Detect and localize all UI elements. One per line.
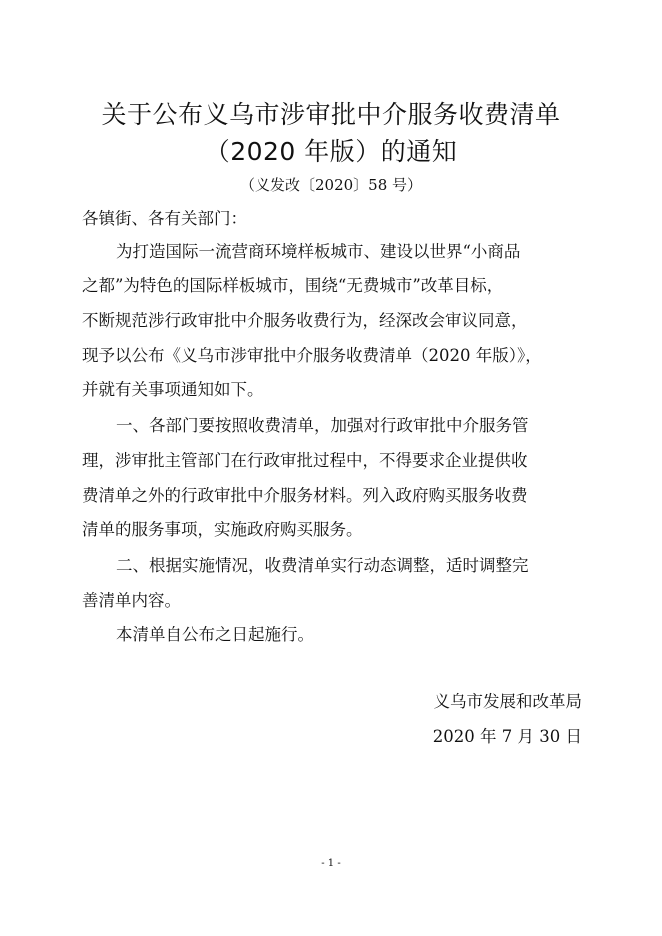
paragraph2-line: 清单的服务事项，实施政府购买服务。 — [82, 520, 363, 539]
salutation: 各镇街、各有关部门： — [82, 209, 247, 228]
paragraph1-line: 之都”为特色的国际样板城市，围绕“无费城市”改革目标， — [82, 276, 504, 295]
paragraph3-line: 善清单内容。 — [82, 591, 181, 610]
document-number: （义发改〔2020〕58 号） — [239, 176, 423, 194]
document-title-line2: （2020 年版）的通知 — [204, 137, 458, 166]
page-number: - 1 - — [321, 858, 341, 869]
paragraph1-line: 现予以公布《义乌市涉审批中介服务收费清单（2020 年版）》， — [82, 346, 542, 365]
paragraph2-line: 费清单之外的行政审批中介服务材料。列入政府购买服务收费 — [82, 486, 528, 505]
paragraph1-line: 为打造国际一流营商环境样板城市、建设以世界“小商品 — [116, 242, 521, 261]
document-title-line1: 关于公布义乌市涉审批中介服务收费清单 — [101, 100, 561, 129]
paragraph4-line: 本清单自公布之日起施行。 — [116, 625, 314, 644]
signature-date: 2020 年 7 月 30 日 — [432, 727, 582, 746]
signature-organization: 义乌市发展和改革局 — [433, 692, 582, 711]
paragraph2-line: 理，涉审批主管部门在行政审批过程中，不得要求企业提供收 — [82, 451, 528, 470]
paragraph1-line: 并就有关事项通知如下。 — [82, 380, 264, 399]
paragraph2-line: 一、各部门要按照收费清单，加强对行政审批中介服务管 — [116, 416, 529, 435]
paragraph1-line: 不断规范涉行政审批中介服务收费行为，经深改会审议同意， — [82, 311, 528, 330]
paragraph3-line: 二、根据实施情况，收费清单实行动态调整，适时调整完 — [116, 556, 529, 575]
